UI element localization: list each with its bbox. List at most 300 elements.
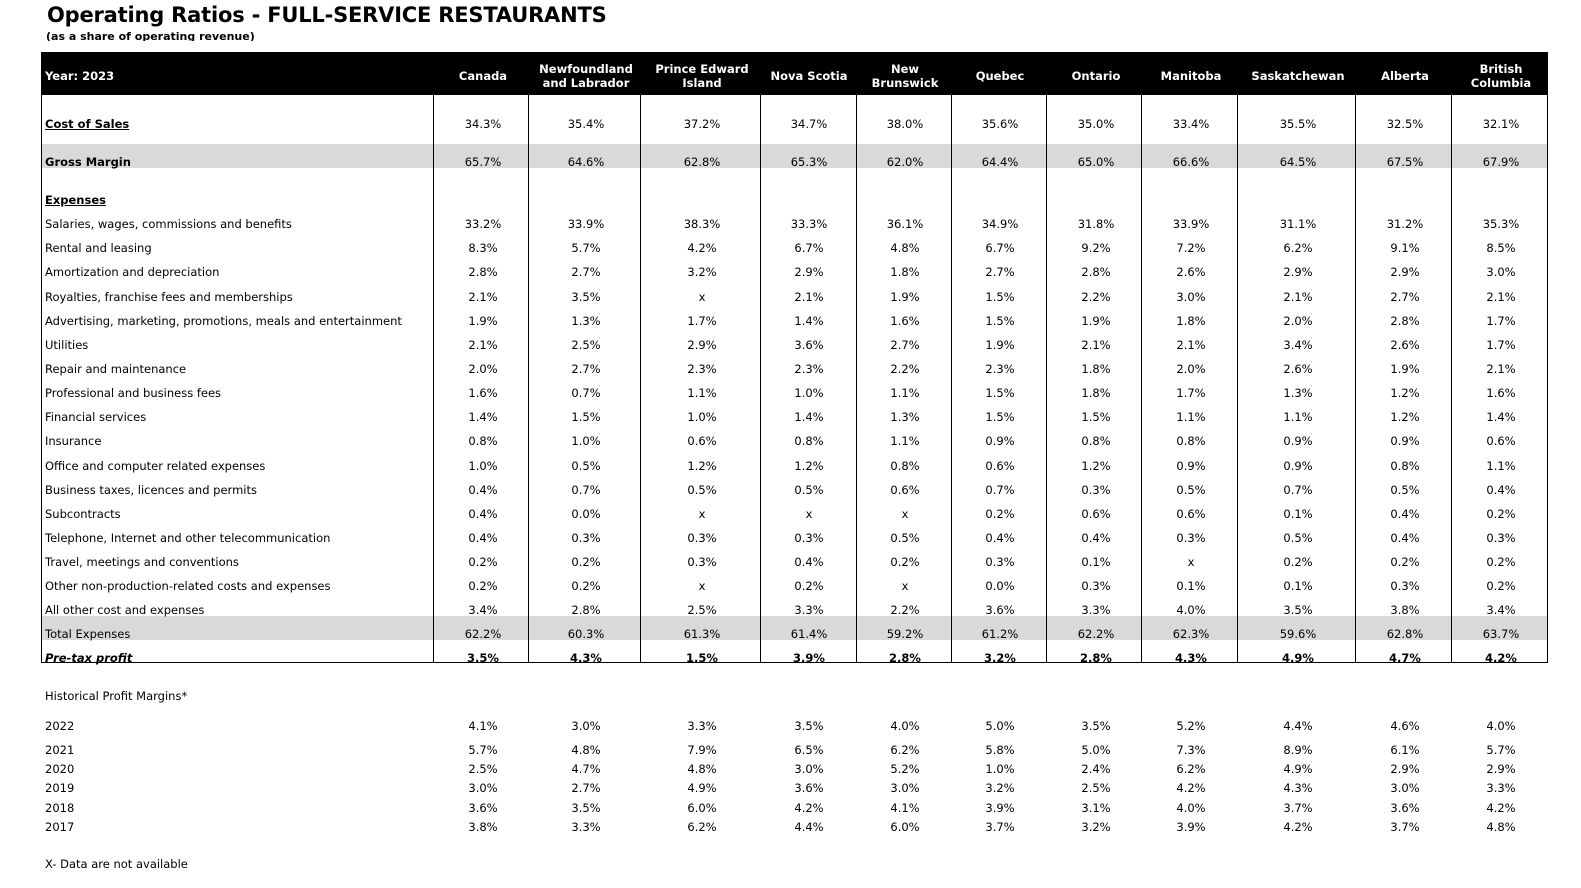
- table-cell-value: 0.7%: [571, 483, 601, 497]
- historical-value: 4.6%: [1390, 719, 1420, 733]
- table-cell-value: 0.6%: [1486, 434, 1516, 448]
- table-cell-value: 1.2%: [1390, 410, 1420, 424]
- column-header-line: Nova Scotia: [770, 69, 848, 83]
- table-cell-value: 1.5%: [985, 314, 1015, 328]
- row-label: Salaries, wages, commissions and benefits: [45, 217, 292, 231]
- table-cell-value: 31.8%: [1077, 217, 1115, 231]
- table-cell-value: 62.8%: [1386, 627, 1424, 641]
- table-cell-value: 2.6%: [1283, 362, 1313, 376]
- row-label: Cost of Sales: [45, 117, 130, 131]
- column-divider: [1355, 95, 1356, 663]
- table-cell-value: 0.3%: [1176, 531, 1206, 545]
- historical-value: 4.8%: [1486, 820, 1516, 834]
- table-cell-value: 4.0%: [1176, 603, 1206, 617]
- historical-value: 3.7%: [1390, 820, 1420, 834]
- column-header-line: Alberta: [1381, 69, 1429, 83]
- table-cell-value: 0.1%: [1283, 507, 1313, 521]
- table-cell-value: 3.6%: [794, 338, 824, 352]
- table-cell-value: 0.9%: [1176, 459, 1206, 473]
- column-divider: [433, 95, 434, 663]
- table-cell-value: 1.6%: [1486, 386, 1516, 400]
- column-header-region: [872, 62, 939, 90]
- historical-value: 4.8%: [687, 762, 717, 776]
- table-cell-value: 2.3%: [985, 362, 1015, 376]
- table-cell-value: 31.2%: [1386, 217, 1424, 231]
- table-cell-value: 67.9%: [1482, 155, 1520, 169]
- row-label: Telephone, Internet and other telecommunication: [45, 531, 331, 545]
- table-cell-value: 0.7%: [571, 386, 601, 400]
- table-cell-value: 35.6%: [981, 117, 1019, 131]
- table-cell-value: 1.1%: [1176, 410, 1206, 424]
- historical-value: 4.0%: [890, 719, 920, 733]
- table-cell-value: 2.0%: [1176, 362, 1206, 376]
- historical-value: 5.7%: [468, 743, 498, 757]
- table-cell-value: 1.2%: [1390, 386, 1420, 400]
- table-cell-value: 0.3%: [1081, 579, 1111, 593]
- table-cell-value: 2.7%: [571, 265, 601, 279]
- table-cell-value: 4.8%: [890, 241, 920, 255]
- historical-value: 4.1%: [468, 719, 498, 733]
- table-cell-value: 3.2%: [984, 651, 1016, 665]
- historical-value: 4.4%: [794, 820, 824, 834]
- table-cell-value: 0.4%: [468, 483, 498, 497]
- table-cell-value: 60.3%: [567, 627, 605, 641]
- table-cell-value: 0.2%: [1390, 555, 1420, 569]
- historical-value: 4.2%: [1283, 820, 1313, 834]
- table-cell-value: 1.9%: [890, 290, 920, 304]
- table-cell-value: 0.4%: [468, 507, 498, 521]
- historical-value: 3.2%: [1081, 820, 1111, 834]
- table-cell-value: 3.3%: [1081, 603, 1111, 617]
- historical-value: 3.9%: [1176, 820, 1206, 834]
- historical-value: 3.5%: [794, 719, 824, 733]
- table-cell-value: 2.9%: [794, 265, 824, 279]
- historical-value: 3.0%: [794, 762, 824, 776]
- table-cell-value: 0.2%: [468, 555, 498, 569]
- table-cell-value: 3.8%: [1390, 603, 1420, 617]
- table-cell-value: 64.5%: [1279, 155, 1317, 169]
- table-cell-value: 6.2%: [1283, 241, 1313, 255]
- table-cell-value: 2.7%: [1390, 290, 1420, 304]
- row-label: Repair and maintenance: [45, 362, 187, 376]
- table-cell-value: 61.4%: [790, 627, 828, 641]
- table-cell-value: 0.4%: [468, 531, 498, 545]
- row-label: Other non-production-related costs and expenses: [45, 579, 331, 593]
- column-header-line: Newfoundland: [539, 62, 633, 76]
- page-title: Operating Ratios - FULL-SERVICE RESTAURANTS: [47, 3, 607, 27]
- table-cell-value: 0.9%: [1390, 434, 1420, 448]
- table-cell-value: 2.7%: [571, 362, 601, 376]
- footnote: X- Data are not available: [45, 857, 188, 871]
- table-cell-value: 2.1%: [1176, 338, 1206, 352]
- table-cell-value: 62.0%: [886, 155, 924, 169]
- table-cell-value: 0.4%: [1486, 483, 1516, 497]
- table-cell-value: 0.2%: [890, 555, 920, 569]
- table-cell-value: 3.6%: [985, 603, 1015, 617]
- historical-value: 3.3%: [1486, 781, 1516, 795]
- column-header-line: Manitoba: [1160, 69, 1222, 83]
- historical-year: 2022: [45, 719, 75, 733]
- column-header-line: Saskatchewan: [1251, 69, 1345, 83]
- table-cell-value: 64.4%: [981, 155, 1019, 169]
- table-cell-value: 3.4%: [1486, 603, 1516, 617]
- historical-value: 5.0%: [985, 719, 1015, 733]
- historical-value: 6.5%: [794, 743, 824, 757]
- historical-value: 6.1%: [1390, 743, 1420, 757]
- table-cell-value: 0.3%: [1486, 531, 1516, 545]
- table-cell-value: 0.8%: [1390, 459, 1420, 473]
- column-header-region: [1072, 69, 1121, 83]
- table-cell-value: 3.4%: [1283, 338, 1313, 352]
- table-cell-value: 1.7%: [1486, 338, 1516, 352]
- table-cell-value: 1.3%: [1283, 386, 1313, 400]
- historical-value: 4.9%: [1283, 762, 1313, 776]
- year-label: Year: 2023: [45, 69, 115, 83]
- table-cell-value: 2.2%: [890, 603, 920, 617]
- historical-value: 6.0%: [687, 801, 717, 815]
- column-header-region: [539, 62, 633, 90]
- historical-value: 3.6%: [468, 801, 498, 815]
- table-cell-value: 1.2%: [687, 459, 717, 473]
- historical-value: 3.6%: [1390, 801, 1420, 815]
- column-header-line: Columbia: [1470, 76, 1532, 90]
- table-cell-value: 0.0%: [571, 507, 601, 521]
- table-cell-value: 1.5%: [985, 410, 1015, 424]
- table-cell-value: 1.9%: [1390, 362, 1420, 376]
- historical-value: 5.0%: [1081, 743, 1111, 757]
- column-divider: [1141, 95, 1142, 663]
- table-cell-value: 0.9%: [1283, 459, 1313, 473]
- table-cell-value: 2.8%: [571, 603, 601, 617]
- table-cell-value: 0.8%: [468, 434, 498, 448]
- column-divider: [640, 95, 641, 663]
- table-cell-value: 3.3%: [794, 603, 824, 617]
- table-cell-value: x: [698, 579, 706, 593]
- column-header-line: Canada: [458, 69, 508, 83]
- row-label: Expenses: [45, 193, 106, 207]
- column-header-region: [1161, 69, 1222, 83]
- table-cell-value: 3.5%: [1283, 603, 1313, 617]
- historical-value: 3.0%: [571, 719, 601, 733]
- table-cell-value: 2.7%: [890, 338, 920, 352]
- table-cell-value: 0.2%: [1283, 555, 1313, 569]
- historical-value: 2.9%: [1486, 762, 1516, 776]
- table-cell-value: 61.2%: [981, 627, 1019, 641]
- column-header-line: Quebec: [975, 69, 1025, 83]
- table-cell-value: 2.3%: [687, 362, 717, 376]
- table-cell-value: 0.9%: [1283, 434, 1313, 448]
- column-header-line: British: [1479, 62, 1523, 76]
- table-cell-value: x: [901, 579, 909, 593]
- historical-value: 7.9%: [687, 743, 717, 757]
- column-divider: [1451, 95, 1452, 663]
- table-cell-value: 2.1%: [1486, 290, 1516, 304]
- historical-value: 3.3%: [687, 719, 717, 733]
- column-header-line: Prince Edward: [655, 62, 749, 76]
- table-cell-value: 1.4%: [1486, 410, 1516, 424]
- table-cell-value: 5.7%: [571, 241, 601, 255]
- table-cell-value: 0.3%: [794, 531, 824, 545]
- historical-value: 4.0%: [1176, 801, 1206, 815]
- table-cell-value: 4.3%: [570, 651, 602, 665]
- table-cell-value: 0.2%: [1486, 507, 1516, 521]
- table-cell-value: 32.1%: [1482, 117, 1520, 131]
- column-divider: [528, 95, 529, 663]
- table-cell-value: 2.8%: [468, 265, 498, 279]
- row-label: Financial services: [45, 410, 147, 424]
- table-cell-value: 0.3%: [985, 555, 1015, 569]
- table-cell-value: 3.4%: [468, 603, 498, 617]
- table-cell-value: 0.3%: [687, 531, 717, 545]
- table-cell-value: 1.8%: [1081, 362, 1111, 376]
- table-cell-value: 1.2%: [1081, 459, 1111, 473]
- historical-year: 2018: [45, 801, 75, 815]
- table-cell-value: 65.7%: [464, 155, 502, 169]
- table-cell-value: 0.2%: [985, 507, 1015, 521]
- column-header-line: Brunswick: [871, 76, 939, 90]
- table-cell-value: 0.8%: [1176, 434, 1206, 448]
- historical-value: 3.3%: [571, 820, 601, 834]
- historical-value: 3.5%: [1081, 719, 1111, 733]
- table-cell-value: 1.7%: [1176, 386, 1206, 400]
- table-cell-value: 35.3%: [1482, 217, 1520, 231]
- historical-value: 3.7%: [985, 820, 1015, 834]
- table-cell-value: 1.4%: [468, 410, 498, 424]
- column-divider: [1046, 95, 1047, 663]
- table-cell-value: 0.7%: [1283, 483, 1313, 497]
- table-cell-value: 2.8%: [889, 651, 921, 665]
- column-header-line: Ontario: [1071, 69, 1121, 83]
- table-cell-value: 1.9%: [1081, 314, 1111, 328]
- table-cell-value: 4.7%: [1389, 651, 1421, 665]
- table-cell-value: 0.6%: [985, 459, 1015, 473]
- table-cell-value: 1.5%: [985, 386, 1015, 400]
- table-cell-value: 0.2%: [1486, 555, 1516, 569]
- table-cell-value: 33.4%: [1172, 117, 1210, 131]
- table-cell-value: 38.3%: [683, 217, 721, 231]
- row-label: Gross Margin: [45, 155, 131, 169]
- historical-value: 3.2%: [985, 781, 1015, 795]
- table-cell-value: 8.5%: [1486, 241, 1516, 255]
- column-header-region: [976, 69, 1025, 83]
- historical-value: 4.1%: [890, 801, 920, 815]
- table-cell-value: 2.9%: [1390, 265, 1420, 279]
- table-cell-value: 0.1%: [1176, 579, 1206, 593]
- table-cell-value: 0.6%: [687, 434, 717, 448]
- table-cell-value: 65.0%: [1077, 155, 1115, 169]
- table-cell-value: 1.9%: [468, 314, 498, 328]
- table-cell-value: 2.6%: [1176, 265, 1206, 279]
- table-cell-value: 1.9%: [985, 338, 1015, 352]
- historical-year: 2017: [45, 820, 75, 834]
- historical-value: 4.2%: [1486, 801, 1516, 815]
- table-cell-value: 3.5%: [571, 290, 601, 304]
- historical-value: 5.7%: [1486, 743, 1516, 757]
- table-cell-value: 9.1%: [1390, 241, 1420, 255]
- table-cell-value: 1.0%: [468, 459, 498, 473]
- historical-value: 3.0%: [1390, 781, 1420, 795]
- table-cell-value: 64.6%: [567, 155, 605, 169]
- historical-value: 2.4%: [1081, 762, 1111, 776]
- table-cell-value: 0.5%: [1176, 483, 1206, 497]
- historical-value: 2.7%: [571, 781, 601, 795]
- table-cell-value: 2.2%: [890, 362, 920, 376]
- table-cell-value: 0.4%: [1081, 531, 1111, 545]
- table-cell-value: 1.6%: [890, 314, 920, 328]
- historical-value: 4.8%: [571, 743, 601, 757]
- column-header-line: Island: [682, 76, 722, 90]
- table-cell-value: 2.7%: [985, 265, 1015, 279]
- table-cell-value: 4.3%: [1175, 651, 1207, 665]
- row-label: All other cost and expenses: [45, 603, 205, 617]
- table-cell-value: 6.7%: [985, 241, 1015, 255]
- table-cell-value: 0.5%: [794, 483, 824, 497]
- table-cell-value: 1.8%: [1176, 314, 1206, 328]
- row-label: Total Expenses: [45, 627, 131, 641]
- historical-value: 4.2%: [794, 801, 824, 815]
- table-cell-value: 35.5%: [1279, 117, 1317, 131]
- historical-title: Historical Profit Margins*: [45, 689, 188, 703]
- historical-value: 3.1%: [1081, 801, 1111, 815]
- historical-value: 4.9%: [687, 781, 717, 795]
- historical-value: 4.2%: [1176, 781, 1206, 795]
- table-cell-value: 1.7%: [1486, 314, 1516, 328]
- table-cell-value: 2.1%: [794, 290, 824, 304]
- column-header-region: [655, 62, 748, 90]
- table-cell-value: 1.5%: [1081, 410, 1111, 424]
- column-header-region: [1381, 69, 1429, 83]
- column-header-line: New: [890, 62, 920, 76]
- table-cell-value: 0.8%: [794, 434, 824, 448]
- historical-value: 3.9%: [985, 801, 1015, 815]
- row-label: Pre-tax profit: [45, 651, 133, 665]
- table-cell-value: x: [698, 507, 706, 521]
- table-cell-value: 1.8%: [890, 265, 920, 279]
- table-cell-value: x: [901, 507, 909, 521]
- table-cell-value: 2.6%: [1390, 338, 1420, 352]
- table-cell-value: 1.4%: [794, 410, 824, 424]
- table-cell-value: 62.2%: [1077, 627, 1115, 641]
- table-cell-value: 0.4%: [1390, 531, 1420, 545]
- table-cell-value: 2.8%: [1081, 265, 1111, 279]
- table-cell-value: 2.2%: [1081, 290, 1111, 304]
- table-cell-value: 0.5%: [1283, 531, 1313, 545]
- table-cell-value: 0.4%: [1390, 507, 1420, 521]
- table-cell-value: 32.5%: [1386, 117, 1424, 131]
- table-cell-value: 1.5%: [686, 651, 718, 665]
- historical-value: 4.0%: [1486, 719, 1516, 733]
- historical-value: 5.2%: [1176, 719, 1206, 733]
- table-cell-value: 3.2%: [687, 265, 717, 279]
- table-cell-value: 1.6%: [468, 386, 498, 400]
- table-cell-value: 1.0%: [687, 410, 717, 424]
- table-cell-value: 0.8%: [890, 459, 920, 473]
- historical-value: 6.2%: [687, 820, 717, 834]
- historical-value: 3.0%: [890, 781, 920, 795]
- table-cell-value: 2.5%: [571, 338, 601, 352]
- table-cell-value: 0.0%: [985, 579, 1015, 593]
- table-cell-value: 65.3%: [790, 155, 828, 169]
- column-divider: [1237, 95, 1238, 663]
- table-cell-value: 35.4%: [567, 117, 605, 131]
- table-cell-value: 62.3%: [1172, 627, 1210, 641]
- table-cell-value: 0.2%: [794, 579, 824, 593]
- table-cell-value: 1.1%: [890, 386, 920, 400]
- ratios-table: [41, 95, 1548, 663]
- table-cell-value: 0.4%: [794, 555, 824, 569]
- row-label: Professional and business fees: [45, 386, 222, 400]
- table-cell-value: 0.7%: [985, 483, 1015, 497]
- historical-year: 2021: [45, 743, 75, 757]
- historical-value: 4.4%: [1283, 719, 1313, 733]
- historical-value: 7.3%: [1176, 743, 1206, 757]
- column-header-region: [1251, 69, 1344, 83]
- table-cell-value: 33.2%: [464, 217, 502, 231]
- table-cell-value: 36.1%: [886, 217, 924, 231]
- historical-value: 6.2%: [1176, 762, 1206, 776]
- historical-value: 4.3%: [1283, 781, 1313, 795]
- column-divider: [760, 95, 761, 663]
- table-cell-value: 2.3%: [794, 362, 824, 376]
- table-cell-value: 0.5%: [687, 483, 717, 497]
- table-cell-value: 33.3%: [790, 217, 828, 231]
- table-cell-value: 31.1%: [1279, 217, 1317, 231]
- historical-value: 8.9%: [1283, 743, 1313, 757]
- table-cell-value: 3.9%: [793, 651, 825, 665]
- table-cell-value: 2.1%: [1486, 362, 1516, 376]
- table-cell-value: 1.5%: [985, 290, 1015, 304]
- table-cell-value: 35.0%: [1077, 117, 1115, 131]
- table-cell-value: 3.5%: [467, 651, 499, 665]
- table-cell-value: x: [805, 507, 813, 521]
- row-label: Royalties, franchise fees and memberships: [45, 290, 293, 304]
- table-cell-value: 0.6%: [890, 483, 920, 497]
- table-cell-value: 1.0%: [794, 386, 824, 400]
- table-cell-value: 1.7%: [687, 314, 717, 328]
- historical-value: 3.8%: [468, 820, 498, 834]
- table-cell-value: 1.4%: [794, 314, 824, 328]
- table-cell-value: 0.2%: [1486, 579, 1516, 593]
- table-cell-value: 4.9%: [1282, 651, 1314, 665]
- table-cell-value: 0.5%: [571, 459, 601, 473]
- historical-value: 6.0%: [890, 820, 920, 834]
- table-cell-value: 2.8%: [1080, 651, 1112, 665]
- table-cell-value: 62.2%: [464, 627, 502, 641]
- table-cell-value: 0.3%: [1081, 483, 1111, 497]
- table-cell-value: 1.2%: [794, 459, 824, 473]
- table-cell-value: 2.9%: [1283, 265, 1313, 279]
- column-header-region: [771, 69, 848, 83]
- table-cell-value: 63.7%: [1482, 627, 1520, 641]
- table-cell-value: 0.6%: [1081, 507, 1111, 521]
- table-cell-value: 0.9%: [985, 434, 1015, 448]
- table-cell-value: 59.2%: [886, 627, 924, 641]
- table-cell-value: 61.3%: [683, 627, 721, 641]
- table-cell-value: 0.1%: [1283, 579, 1313, 593]
- historical-value: 2.5%: [1081, 781, 1111, 795]
- table-cell-value: 2.1%: [468, 338, 498, 352]
- page-subtitle: (as a share of operating revenue): [46, 30, 255, 41]
- row-label: Amortization and depreciation: [45, 265, 220, 279]
- row-label: Advertising, marketing, promotions, meals and entertainment: [45, 314, 402, 328]
- historical-value: 2.5%: [468, 762, 498, 776]
- historical-value: 3.7%: [1283, 801, 1313, 815]
- table-cell-value: 59.6%: [1279, 627, 1317, 641]
- table-cell-value: 2.1%: [1283, 290, 1313, 304]
- table-cell-value: 1.8%: [1081, 386, 1111, 400]
- historical-value: 5.8%: [985, 743, 1015, 757]
- historical-value: 4.7%: [571, 762, 601, 776]
